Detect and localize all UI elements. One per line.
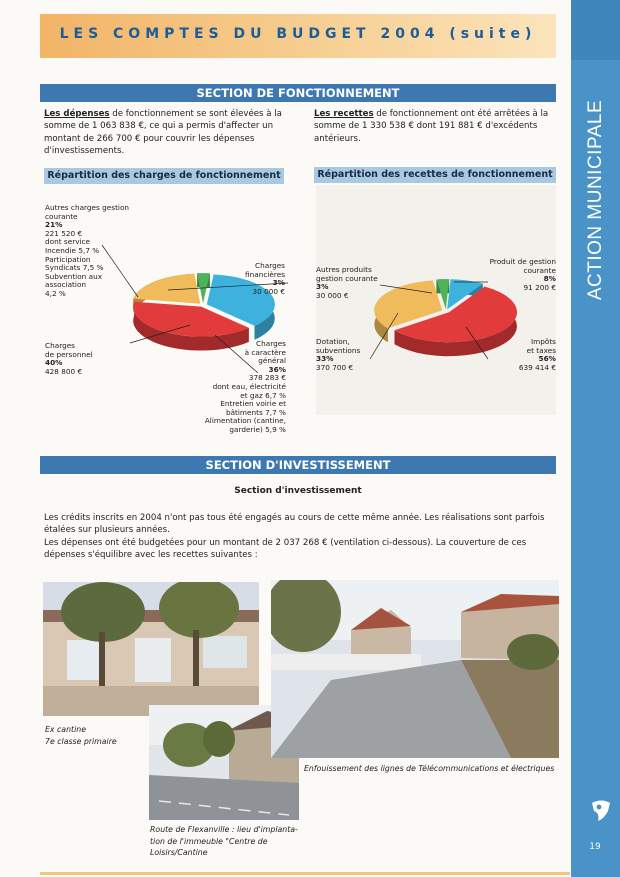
recettes-lead: Les recettes	[314, 109, 374, 119]
charges-chart-title: Répartition des charges de fonctionnement	[44, 168, 284, 184]
depenses-paragraph	[44, 108, 288, 158]
label-charges-financieres: Charges financières 3% 30 000 €	[245, 261, 285, 296]
depenses-lead: Les dépenses	[44, 109, 110, 119]
municipal-logo-icon	[586, 795, 616, 825]
label-charges-general: Charges à caractère général 36% 378 283 € dont eau, électricité et gaz 6,7 % Entretien voirie et bâtiments 7,7 % Alimentation (cantine, garderie) 5,9 %	[204, 339, 286, 434]
investissement-paragraph-1: Les crédits inscrits en 2004 n'ont pas tous été engagés au cours de cette même année. Les réalisations sont parfois étalées sur plusieurs années.	[44, 513, 545, 536]
label-charges-personnel: Charges de personnel 40% 428 800 €	[45, 341, 93, 376]
recettes-paragraph	[314, 108, 558, 145]
side-title: ACTION MUNICIPALE	[585, 99, 606, 301]
label-autres-charges: Autres charges gestion courante 21% 221 520 € dont service Incendie 5,7 % Participation Syndicats 7,5 % Subvention aux association 4,2 %	[45, 203, 130, 298]
label-impots: Impôts et taxes 56% 639 414 €	[518, 337, 556, 372]
investissement-subtitle: Section d'investissement	[234, 486, 362, 496]
recettes-chart-title: Répartition des recettes de fonctionnement	[314, 167, 556, 183]
caption-enfouissement: Enfouissement des lignes de Télécommunications et électriques	[304, 764, 555, 773]
label-produit-gestion: Produit de gestion courante 8% 91 200 €	[489, 257, 556, 292]
investissement-paragraph-2: Les dépenses ont été budgetées pour un montant de 2 037 268 € (ventilation ci-dessous). La couverture de ces dépenses s'équilibre avec les recettes suivantes :	[44, 538, 527, 561]
label-dotation: Dotation, subventions 33% 370 700 €	[316, 337, 361, 372]
label-autres-produits: Autres produits gestion courante 3% 30 000 €	[316, 265, 378, 300]
photo-enfouissement	[271, 580, 559, 758]
caption-ex-cantine: Ex cantine 7e classe primaire	[45, 725, 117, 746]
bottom-rule	[40, 872, 570, 875]
caption-route: Route de Flexanville : lieu d'implanta- tion de l'immeuble "Centre de Loisirs/Cantine	[150, 825, 298, 857]
page-number: 19	[589, 842, 601, 852]
page-title: LES COMPTES DU BUDGET 2004 (suite)	[59, 26, 537, 42]
section-fonctionnement-bar: SECTION DE FONCTIONNEMENT	[40, 84, 556, 102]
recettes-text: de fonctionnement ont été arrêtées à la somme de 1 330 538 € dont 191 881 € d'excédents antérieurs.	[314, 109, 549, 144]
depenses-text: de fonctionnement se sont élevées à la somme de 1 063 838 €, ce qui a permis d'affecter un montant de 266 700 € pour couvrir les dépenses d'investissements.	[44, 109, 282, 157]
section-investissement-bar: SECTION D'INVESTISSEMENT	[40, 456, 556, 474]
photo-ex-cantine	[43, 582, 259, 716]
